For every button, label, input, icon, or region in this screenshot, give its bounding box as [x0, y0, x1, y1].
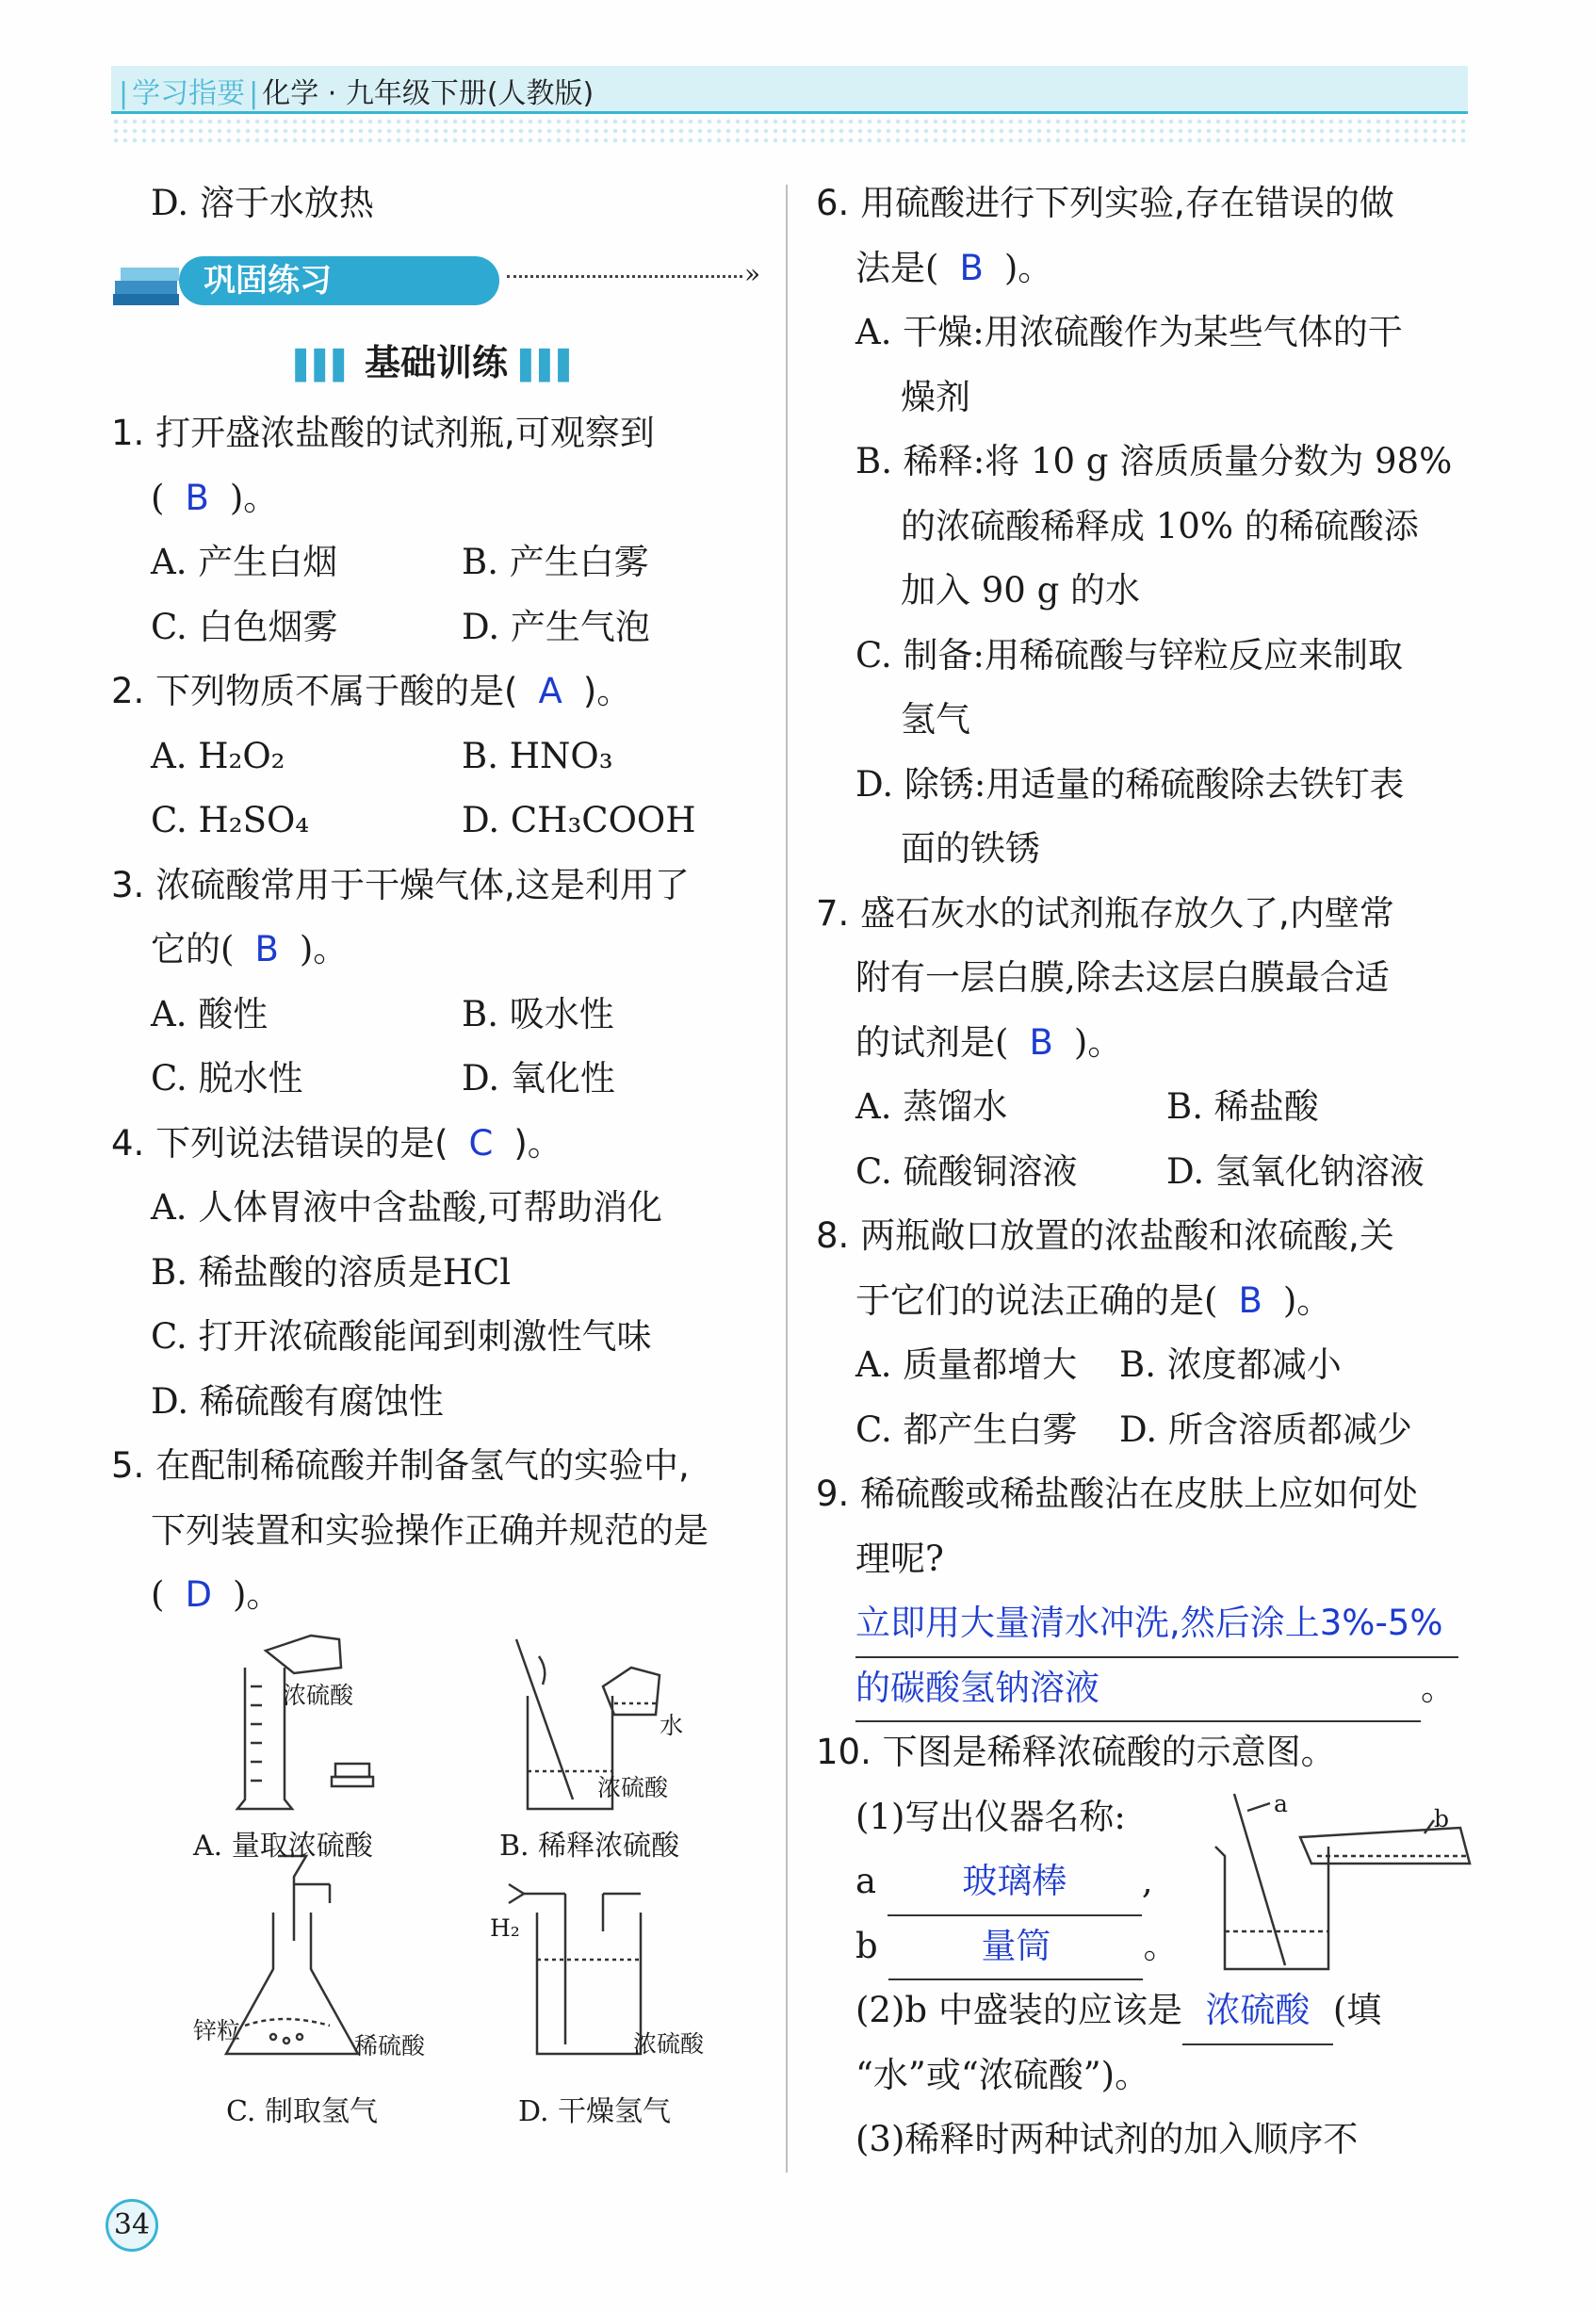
- q4-option-d: D. 稀硫酸有腐蚀性: [151, 1380, 444, 1422]
- q2-stem: 2. 下列物质不属于酸的是( A )。: [111, 671, 632, 711]
- q3-options-cd: C. 脱水性 D. 氧化性: [151, 1058, 615, 1099]
- figure-b-acid-label: 浓硫酸: [597, 1774, 669, 1801]
- q1-stem: 1. 打开盛浓盐酸的试剂瓶,可观察到: [111, 413, 655, 453]
- figure-c-flask: [226, 1856, 358, 2054]
- figure-b-caption: B. 稀释浓硫酸: [499, 1830, 680, 1863]
- q7-options-ab: A. 蒸馏水 B. 稀盐酸: [855, 1086, 1319, 1127]
- q10-part1: (1)写出仪器名称:: [855, 1796, 1126, 1837]
- q4-option-a: A. 人体胃液中含盐酸,可帮助消化: [151, 1187, 663, 1228]
- figure-d-acid-label: 浓硫酸: [633, 2030, 705, 2058]
- q5-stem-2: 下列装置和实验操作正确并规范的是: [151, 1509, 708, 1551]
- books-icon: [111, 262, 187, 307]
- q4-stem: 4. 下列说法错误的是( C )。: [111, 1122, 562, 1164]
- header-book-title: 化学 · 九年级下册(人教版): [262, 77, 594, 110]
- q7-stem-2: 附有一层白膜,除去这层白膜最合适: [855, 957, 1390, 998]
- q8-answer: B: [1238, 1279, 1262, 1321]
- q3-answer-line: 它的( B )。: [151, 929, 349, 969]
- q5-stem-1: 5. 在配制稀硫酸并制备氢气的实验中,: [111, 1445, 690, 1486]
- q3-answer: B: [254, 929, 279, 969]
- section-banner: [111, 247, 761, 313]
- q1-options-ab: A. 产生白烟 B. 产生白雾: [151, 542, 649, 582]
- q10-blank-a: a 玻璃棒 ,: [816, 1849, 1475, 1914]
- subheading-text: 基础训练: [364, 342, 508, 383]
- q6-option-b-cont2: 加入 90 g 的水: [901, 570, 1141, 611]
- q6-option-d-cont: 面的铁锈: [901, 828, 1040, 869]
- q4-option-c: C. 打开浓硫酸能闻到刺激性气味: [151, 1316, 652, 1357]
- banner-dotted-line: [507, 275, 742, 278]
- q6-option-b: B. 稀释:将 10 g 溶质质量分数为 98%: [855, 441, 1453, 481]
- q6-option-c: C. 制备:用稀硫酸与锌粒反应来制取: [855, 634, 1403, 676]
- q6-answer-line: 法是( B )。: [855, 247, 1053, 288]
- q6-option-a-cont: 燥剂: [901, 376, 970, 417]
- q1-options-cd: C. 白色烟雾 D. 产生气泡: [151, 606, 650, 647]
- q10-part2-cont: “水”或“浓硫酸”)。: [855, 2054, 1150, 2095]
- left-column-top: [111, 171, 771, 236]
- q3-options-ab: A. 酸性 B. 吸水性: [151, 993, 614, 1034]
- banner-title: 巩固练习: [179, 256, 499, 305]
- q9-stem-2: 理呢?: [855, 1538, 944, 1579]
- q10-blank-b: b 量筒 。: [816, 1914, 1475, 1979]
- header-dot-pattern: [111, 117, 1468, 145]
- q6-stem: 6. 用硫酸进行下列实验,存在错误的做: [816, 183, 1394, 223]
- q4-answer: C: [468, 1122, 494, 1164]
- q9-answer-line-1: 立即用大量清水冲洗,然后涂上3%-5%: [816, 1591, 1475, 1656]
- q8-options-cd: C. 都产生白雾 D. 所含溶质都减少: [855, 1408, 1412, 1450]
- running-header: | 学习指要 | 化学 · 九年级下册(人教版): [119, 77, 594, 110]
- q2-options-ab: A. H₂O₂ B. HNO₃: [151, 735, 613, 776]
- q6-option-d: D. 除锈:用适量的稀硫酸除去铁钉表: [855, 763, 1405, 805]
- column-divider: [786, 185, 788, 2173]
- q5-answer: D: [185, 1574, 212, 1615]
- chevron-right-icon: »: [744, 258, 761, 289]
- q5-answer-line: ( D )。: [151, 1574, 282, 1615]
- q10-stem: 10. 下图是稀释浓硫酸的示意图。: [816, 1732, 1336, 1772]
- carryover-option: D. 溶于水放热: [151, 183, 374, 223]
- q10-figure-label-b: b: [1434, 1805, 1450, 1832]
- q10-part2: (2)b 中盛装的应该是 浓硫酸 (填: [816, 1978, 1475, 2043]
- q4-option-b: B. 稀盐酸的溶质是HCl: [151, 1251, 512, 1293]
- q3-stem: 3. 浓硫酸常用于干燥气体,这是利用了: [111, 864, 690, 905]
- q6-option-a: A. 干燥:用浓硫酸作为某些气体的干: [855, 312, 1403, 352]
- q8-options-ab: A. 质量都增大 B. 浓度都减小: [855, 1344, 1342, 1385]
- figure-d-gas-label: H₂: [490, 1914, 520, 1942]
- header-tag: 学习指要: [132, 77, 246, 110]
- q1-answer-line: ( B )。: [151, 477, 279, 518]
- q10-figure-label-a: a: [1274, 1790, 1288, 1817]
- q2-options-cd: C. H₂SO₄ D. CH₃COOH: [151, 800, 696, 840]
- header-rule: [111, 111, 1468, 114]
- q2-answer: A: [538, 671, 562, 711]
- q9-stem-1: 9. 稀硫酸或稀盐酸沾在皮肤上应如何处: [816, 1473, 1419, 1514]
- q7-options-cd: C. 硫酸铜溶液 D. 氢氧化钠溶液: [855, 1150, 1425, 1192]
- figure-a-label: 浓硫酸: [283, 1682, 354, 1709]
- q6-option-b-cont1: 的浓硫酸稀释成 10% 的稀硫酸添: [901, 505, 1419, 546]
- q10-part3: (3)稀释时两种试剂的加入顺序不: [855, 2119, 1359, 2159]
- q6-answer: B: [959, 247, 984, 288]
- q8-answer-line: 于它们的说法正确的是( B )。: [855, 1279, 1332, 1321]
- figure-d-wash-bottle: [509, 1884, 641, 2054]
- figure-c-zinc-label: 锌粒: [193, 2017, 241, 2044]
- q8-stem-1: 8. 两瓶敞口放置的浓盐酸和浓硫酸,关: [816, 1215, 1394, 1256]
- q7-stem-1: 7. 盛石灰水的试剂瓶存放久了,内壁常: [816, 892, 1394, 934]
- q9-answer-line-2: 的碳酸氢钠溶液 。: [816, 1656, 1475, 1721]
- figure-c-acid-label: 稀硫酸: [354, 2032, 426, 2060]
- figure-b-water-label: 水: [660, 1712, 684, 1739]
- subheading: ▌▌▌ 基础训练 ▌▌▌: [295, 342, 578, 383]
- figure-a-caption: A. 量取浓硫酸: [193, 1830, 373, 1863]
- page-number: 34: [106, 2199, 158, 2252]
- figure-a-cylinder: [237, 1636, 373, 1809]
- q7-answer: B: [1029, 1021, 1053, 1063]
- figure-d-caption: D. 干燥氢气: [518, 2095, 672, 2128]
- left-column-questions: [111, 401, 771, 1628]
- q7-answer-line: 的试剂是( B )。: [855, 1021, 1123, 1063]
- figure-c-caption: C. 制取氢气: [226, 2095, 378, 2128]
- q6-option-c-cont: 氢气: [901, 699, 970, 740]
- q1-answer: B: [185, 477, 209, 518]
